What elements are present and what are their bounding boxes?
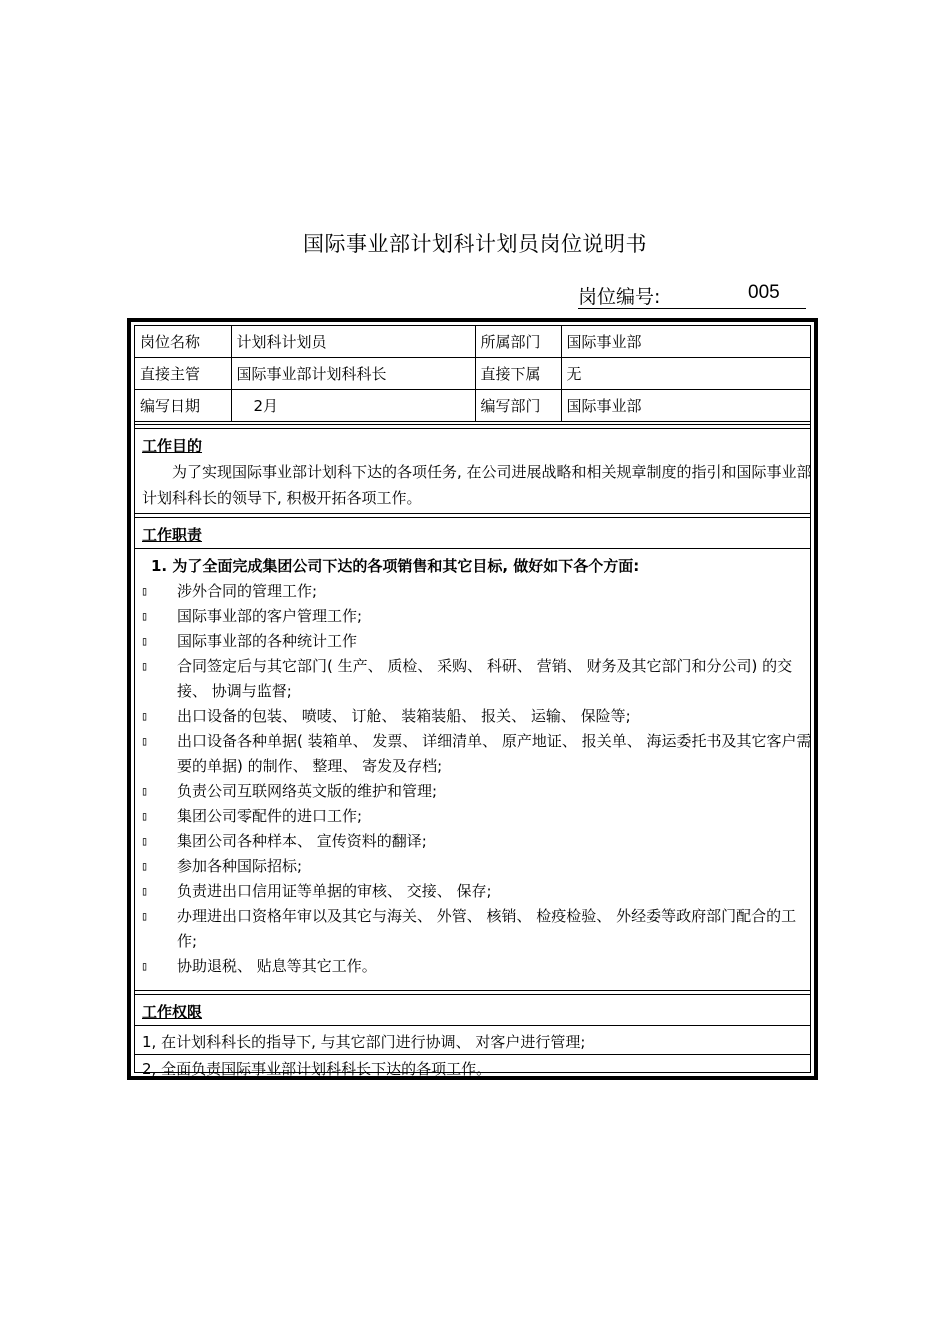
bullet-icon: ▯ xyxy=(141,634,149,648)
info-row xyxy=(135,326,810,358)
list-item: ▯ 集团公司各种样本、 宣传资料的翻译; xyxy=(139,829,815,854)
goal-heading: 工作目的 xyxy=(142,437,203,455)
list-item: ▯ 协助退税、 贴息等其它工作。 xyxy=(139,954,815,979)
basic-info-table xyxy=(135,326,810,422)
supervisor-label: 直接主管 xyxy=(135,358,231,390)
bullet-icon: ▯ xyxy=(141,834,149,848)
job-description-frame xyxy=(127,318,818,1080)
position-name-label: 岗位名称 xyxy=(135,326,231,358)
bullet-icon: ▯ xyxy=(141,959,149,973)
list-item: ▯ 国际事业部的各种统计工作 xyxy=(139,629,815,654)
supervisor-value: 国际事业部计划科科长 xyxy=(231,358,475,390)
info-row xyxy=(135,358,810,390)
authority-heading-line xyxy=(135,1025,810,1026)
department-label: 所属部门 xyxy=(475,326,561,358)
bullet-icon: ▯ xyxy=(141,609,149,623)
list-item: ▯ 出口设备各种单据( 装箱单、 发票、 详细清单、 原产地证、 报关单、 海运委托书及其它客户需要的单据) 的制作、 整理、 寄发及存档; xyxy=(139,729,815,779)
list-item: ▯ 负责公司互联网络英文版的维护和管理; xyxy=(139,779,815,804)
list-item: ▯ 合同签定后与其它部门( 生产、 质检、 采购、 科研、 营销、 财务及其它部门和分公司) 的交接、 协调与监督; xyxy=(139,654,815,704)
bullet-icon: ▯ xyxy=(141,909,149,923)
section-divider xyxy=(135,990,810,995)
position-number xyxy=(578,282,806,309)
duties-heading-line xyxy=(135,548,810,549)
section-divider xyxy=(135,424,810,429)
subordinate-label: 直接下属 xyxy=(475,358,561,390)
bullet-icon: ▯ xyxy=(141,734,149,748)
date-label: 编写日期 xyxy=(135,390,231,422)
page-title: 国际事业部计划科计划员岗位说明书 xyxy=(303,232,647,256)
list-item: ▯ 负责进出口信用证等单据的审核、 交接、 保存; xyxy=(139,879,815,904)
date-value: 2月 xyxy=(231,390,475,422)
authority-heading: 工作权限 xyxy=(142,1003,203,1021)
position-number-value: 005 xyxy=(748,282,780,303)
bullet-icon: ▯ xyxy=(141,584,149,598)
info-row xyxy=(135,390,810,422)
bullet-icon: ▯ xyxy=(141,884,149,898)
department-value: 国际事业部 xyxy=(561,326,810,358)
list-item: ▯ 办理进出口资格年审以及其它与海关、 外管、 核销、 检疫检验、 外经委等政府部门配合的工作; xyxy=(139,904,815,954)
position-number-label: 岗位编号: xyxy=(578,286,661,308)
duties-heading: 工作职责 xyxy=(142,526,203,544)
job-description-body xyxy=(134,325,812,1078)
list-item: ▯ 参加各种国际招标; xyxy=(139,854,815,879)
bullet-icon: ▯ xyxy=(141,659,149,673)
authority-item-1: 1, 在计划科科长的指导下, 与其它部门进行协调、 对客户进行管理; xyxy=(142,1033,586,1051)
goal-text: 为了实现国际事业部计划科下达的各项任务, 在公司进展战略和相关规章制度的指引和国际事业部计划科科长的领导下, 积极开拓各项工作。 xyxy=(142,463,812,507)
duties-list xyxy=(139,579,815,979)
bullet-icon: ▯ xyxy=(141,709,149,723)
subordinate-value: 无 xyxy=(561,358,810,390)
section-divider xyxy=(135,513,810,518)
bullet-icon: ▯ xyxy=(141,809,149,823)
bullet-icon: ▯ xyxy=(141,784,149,798)
list-item: ▯ 涉外合同的管理工作; xyxy=(139,579,815,604)
authority-row-line xyxy=(135,1054,810,1055)
list-item: ▯ 集团公司零配件的进口工作; xyxy=(139,804,815,829)
list-item: ▯ 国际事业部的客户管理工作; xyxy=(139,604,815,629)
author-dept-value: 国际事业部 xyxy=(561,390,810,422)
authority-item-2: 2, 全面负责国际事业部计划科科长下达的各项工作。 xyxy=(142,1060,492,1078)
duties-subheading: 1. 为了全面完成集团公司下达的各项销售和其它目标, 做好如下各个方面: xyxy=(151,557,640,575)
bullet-icon: ▯ xyxy=(141,859,149,873)
position-name-value: 计划科计划员 xyxy=(231,326,475,358)
author-dept-label: 编写部门 xyxy=(475,390,561,422)
list-item: ▯ 出口设备的包装、 喷唛、 订舱、 装箱装船、 报关、 运输、 保险等; xyxy=(139,704,815,729)
